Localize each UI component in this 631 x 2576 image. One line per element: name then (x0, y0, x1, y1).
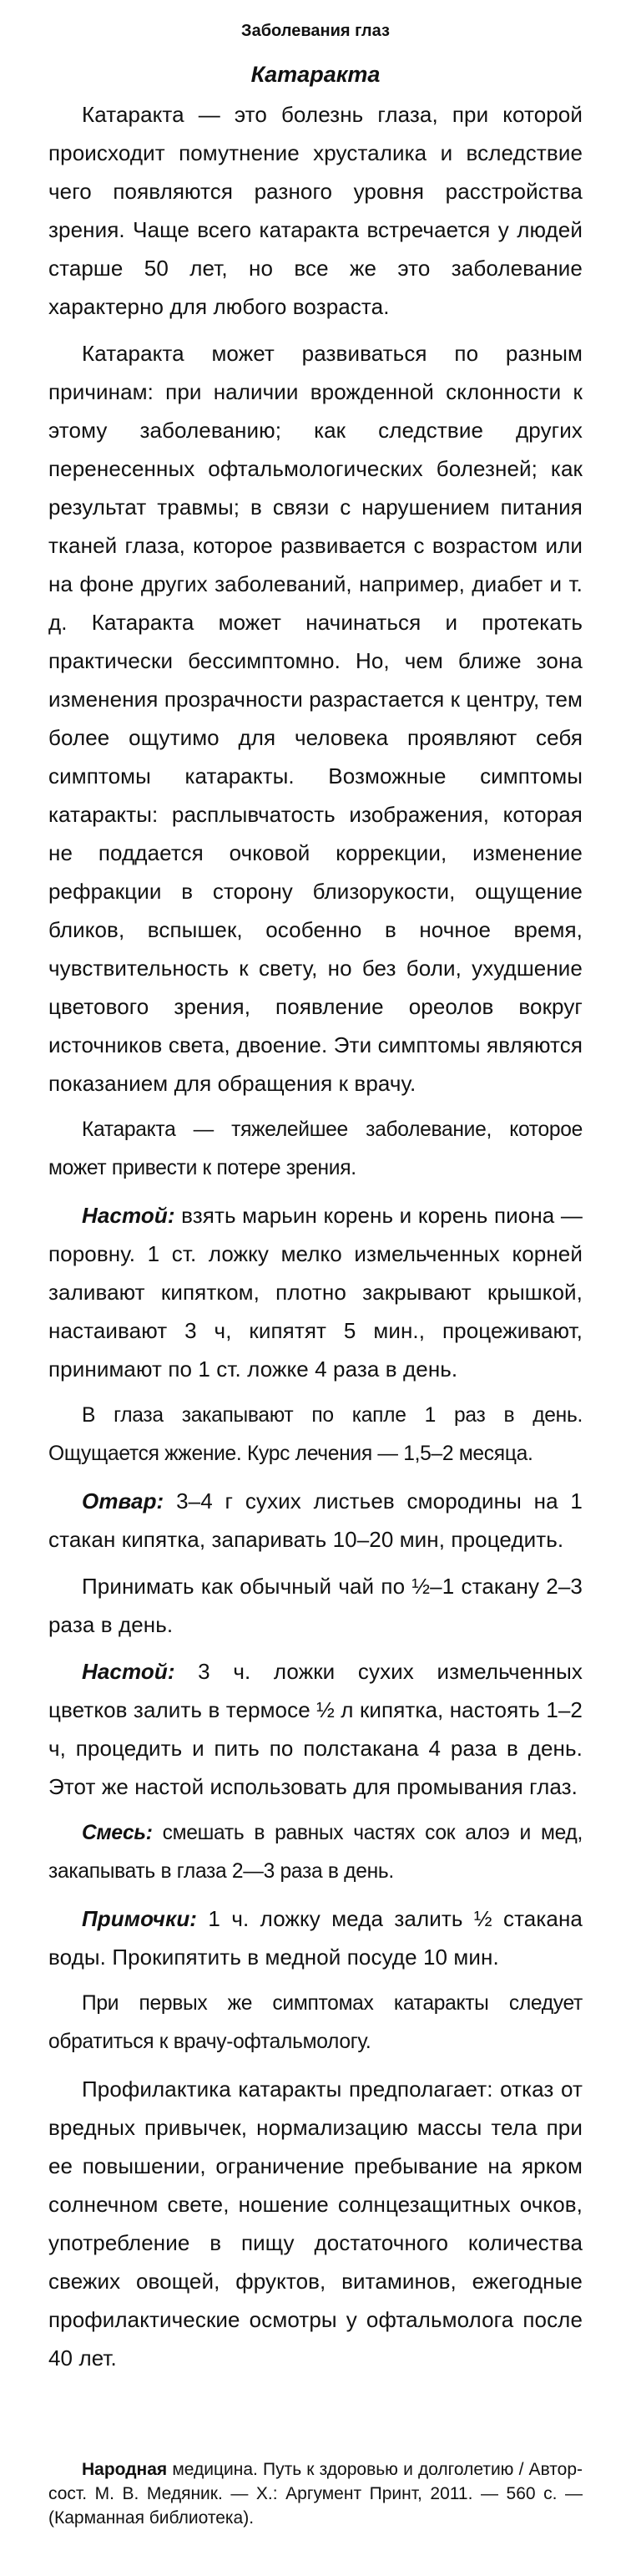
paragraph-text: При первых же симптомах катаракты следует обратиться к врачу-офтальмологу. (48, 1992, 583, 2053)
paragraph-text: Катаракта — тяжелейшее заболевание, которое может привести к потере зрения. (48, 1118, 583, 1179)
paragraph-prevention (48, 2070, 583, 2377)
source-citation (48, 2457, 583, 2530)
recipe-decoction (48, 1482, 583, 1559)
paragraph-doctor (48, 1985, 583, 2061)
recipe-infusion-roots (48, 1196, 583, 1388)
recipe-text: 3 ч. ложки сухих измельченных цветков залить в термосе ½ л кипятка, настоять 1–2 ч, процедить и пить по полстакана 4 раза в день. Этот же настой использовать для промывания глаз. (48, 1659, 583, 1799)
paragraph-drops (48, 1397, 583, 1473)
recipe-label: Настой: (82, 1659, 175, 1684)
paragraph-warning (48, 1111, 583, 1188)
recipe-compress (48, 1899, 583, 1976)
running-head: Заболевания глаз (241, 22, 390, 40)
paragraph-intro (48, 95, 583, 326)
paragraph-causes (48, 334, 583, 1103)
citation-text: медицина. Путь к здоровью и долголетию / Автор-сост. М. В. Медяник. — Х.: Аргумент Принт, 2011. — 560 с. — (Карманная библиотека). (48, 2460, 583, 2528)
recipe-mixture (48, 1814, 583, 1891)
article-title: Катаракта (250, 62, 381, 87)
recipe-label: Примочки: (82, 1906, 198, 1931)
recipe-text: 1 ч. ложку меда залить ½ стакана воды. Прокипятить в медной посуде 10 мин. (48, 1906, 583, 1970)
recipe-text: взять марьин корень и корень пиона — поровну. 1 ст. ложку мелко измельченных корней заливают кипятком, плотно закрывают крышкой, настаивают 3 ч, кипятят 5 мин., процеживают, принимают по 1 ст. ложке 4 раза в день. (48, 1203, 583, 1382)
recipe-label: Отвар: (82, 1488, 164, 1514)
recipe-infusion-flowers (48, 1652, 583, 1806)
paragraph-text: Катаракта может развиваться по разным причинам: при наличии врожденной склонности к этому заболеванию; как следствие других перенесенных офтальмологических болезней; как результат травмы; в связи с нарушением питания тканей глаза, которое развивается с возрастом или на фоне других заболеваний, например, диабет и т. д. Катаракта может начинаться и протекать практически бессимптомно. Но, чем ближе зона изменения прозрачности разрастается к центру, тем более ощутимо для человека проявляют себя симптомы катаракты. Возможные симптомы катаракты: расплывчатость изображения, которая не поддается очковой коррекции, изменение рефракции в сторону близорукости, ощущение бликов, вспышек, особенно в ночное время, чувствительность к свету, но без боли, ухудшение цветового зрения, появление ореолов вокруг источников света, двоение. Эти симптомы являются показанием для обращения к врачу. (48, 341, 583, 1096)
recipe-text: 3–4 г сухих листьев смородины на 1 стакан кипятка, запаривать 10–20 мин, процедить. (48, 1488, 583, 1552)
paragraph-tea (48, 1567, 583, 1644)
book-page (48, 0, 583, 2386)
paragraph-text: Принимать как обычный чай по ½–1 стакану 2–3 раза в день. (48, 1574, 583, 1637)
citation-lead: Народная (82, 2460, 168, 2479)
paragraph-text: Катаракта — это болезнь глаза, при которой происходит помутнение хрусталика и вследствие чего появляются разного уровня расстройства зрения. Чаще всего катаракта встречается у людей старше 50 лет, но все же это заболевание характерно для любого возраста. (48, 102, 583, 319)
recipe-label: Смесь: (82, 1822, 153, 1844)
recipe-text: смешать в равных частях сок алоэ и мед, закапывать в глаза 2—3 раза в день. (48, 1822, 583, 1883)
paragraph-text: Профилактика катаракты предполагает: отказ от вредных привычек, нормализацию массы тела при ее повышении, ограничение пребывание на ярком солнечном свете, ношение солнцезащитных очков, употребление в пищу достаточного количества свежих овощей, фруктов, витаминов, ежегодные профилактические осмотры у офтальмолога после 40 лет. (48, 2077, 583, 2371)
recipe-label: Настой: (82, 1203, 175, 1228)
paragraph-text: В глаза закапывают по капле 1 раз в день. Ощущается жжение. Курс лечения — 1,5–2 месяца. (48, 1404, 583, 1465)
article-body (48, 95, 583, 2377)
